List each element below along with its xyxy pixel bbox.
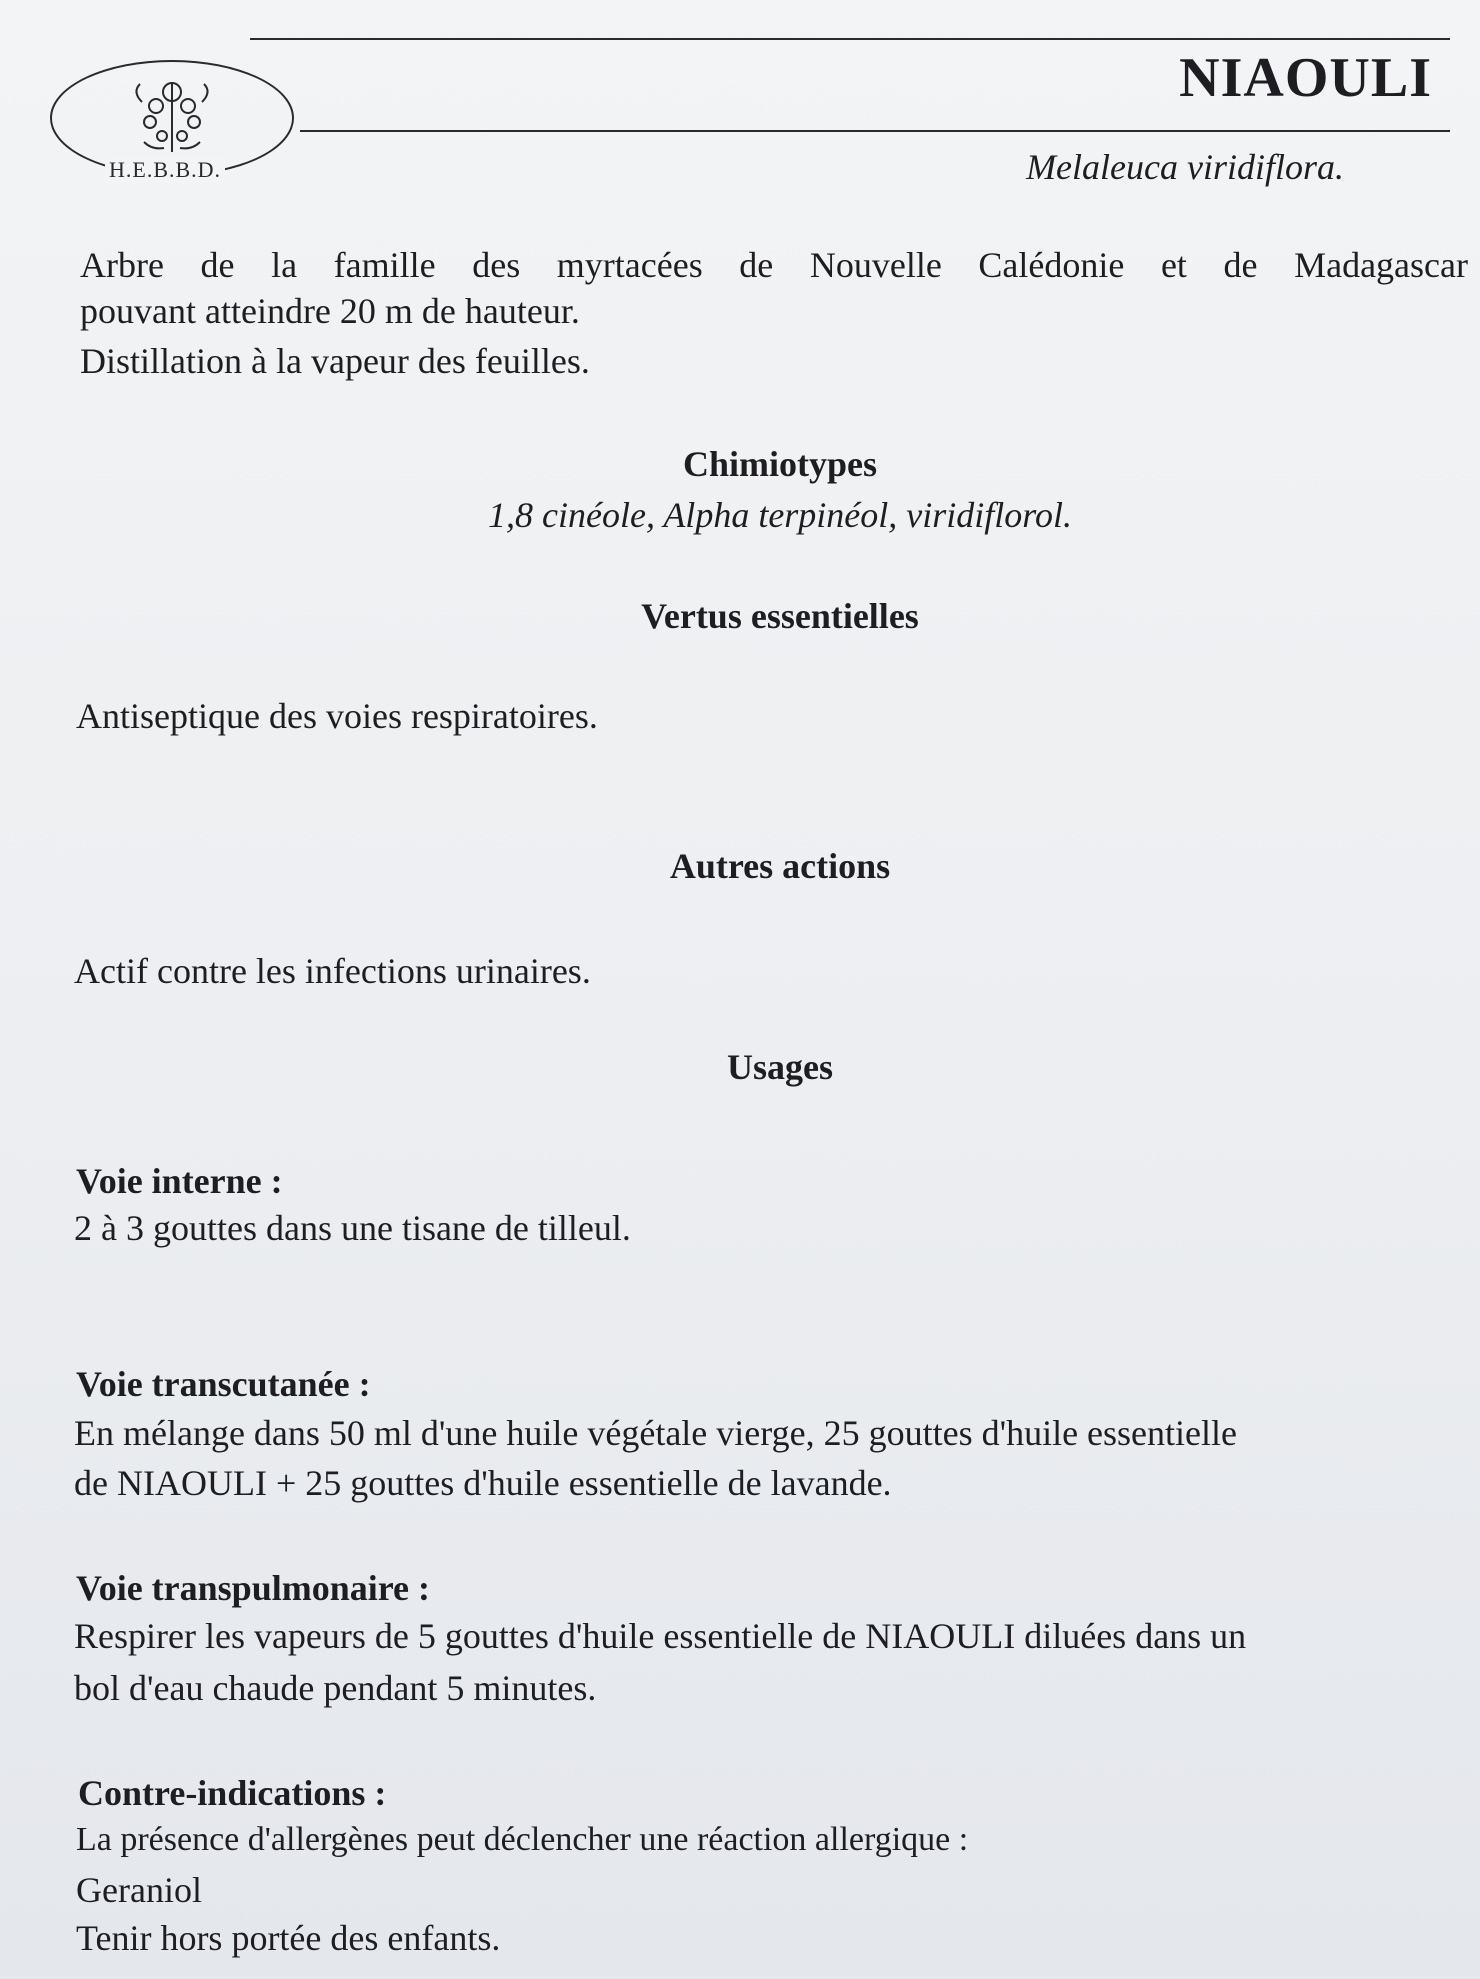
vertus-heading: Vertus essentielles [641, 596, 919, 636]
contre-indications-line-2: Geraniol [76, 1870, 202, 1910]
intro-line-2: pouvant atteindre 20 m de hauteur. [80, 291, 580, 331]
contre-indications-line-1: La présence d'allergènes peut déclencher une réaction allergique : [76, 1821, 969, 1858]
chimiotypes-text: 1,8 cinéole, Alpha terpinéol, viridiflorol. [488, 495, 1072, 535]
contre-indications-label: Contre-indications : [78, 1773, 387, 1813]
top-rule [250, 38, 1450, 40]
intro-line-3: Distillation à la vapeur des feuilles. [80, 341, 590, 381]
voie-transcutanee-line-1: En mélange dans 50 ml d'une huile végétale vierge, 25 gouttes d'huile essentielle [74, 1413, 1237, 1453]
title-underline [300, 130, 1450, 132]
chimiotypes-heading: Chimiotypes [682, 444, 877, 484]
voie-transpulmonaire-line-1: Respirer les vapeurs de 5 gouttes d'huile essentielle de NIAOULI diluées dans un [74, 1616, 1247, 1656]
contre-indications-line-3: Tenir hors portée des enfants. [76, 1918, 501, 1958]
page-title: NIAOULI [1179, 47, 1432, 109]
autres-text: Actif contre les infections urinaires. [74, 951, 591, 991]
voie-transcutanee-line-2: de NIAOULI + 25 gouttes d'huile essentielle de lavande. [74, 1463, 892, 1503]
latin-name: Melaleuca viridiflora. [1026, 147, 1344, 187]
voie-transcutanee-label: Voie transcutanée : [76, 1364, 371, 1404]
voie-transpulmonaire-label: Voie transpulmonaire : [76, 1568, 431, 1608]
voie-interne-text: 2 à 3 gouttes dans une tisane de tilleul. [74, 1208, 631, 1248]
intro-line-1: Arbre de la famille des myrtacées de Nouvelle Calédonie et de Madagascar [80, 245, 1468, 285]
autres-heading: Autres actions [669, 846, 891, 886]
vertus-text: Antiseptique des voies respiratoires. [76, 696, 598, 736]
voie-interne-label: Voie interne : [76, 1161, 283, 1201]
logo-text: H.E.B.B.D. [105, 157, 225, 183]
voie-transpulmonaire-line-2: bol d'eau chaude pendant 5 minutes. [74, 1668, 597, 1708]
usages-heading: Usages [727, 1047, 833, 1087]
